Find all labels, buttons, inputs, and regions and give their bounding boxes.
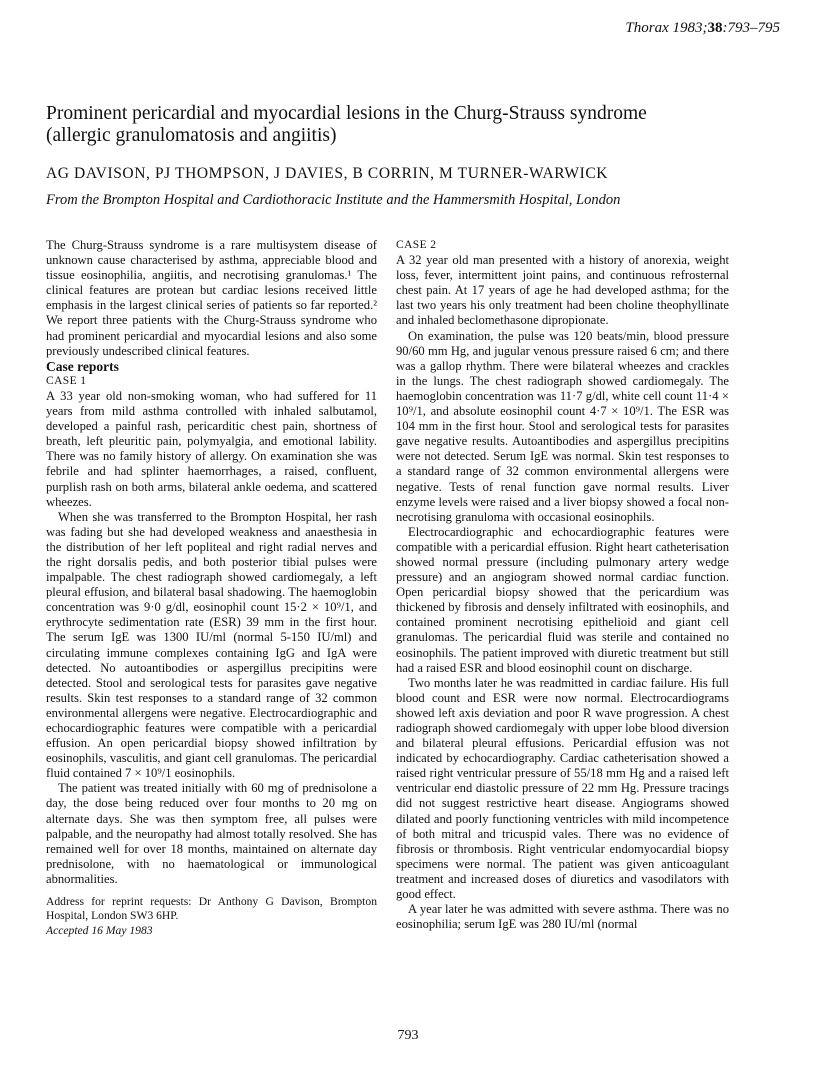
- case2-paragraph-3: Electrocardiographic and echocardiographic features were compatible with a pericardial effusion. Right heart catheterisation showed normal pressure (including pulmonary artery wedge pressure) and an angiogram showed normal cardiac function. Open pericardial biopsy showed that the pericardium was thickened by fibrosis and densely infiltrated with eosinophils, and contained prominent necrotising epithelioid and giant cell granulomas. The pericardial fluid was sterile and contained no eosinophils. The patient improved with diuretic treatment but still had a raised ESR and blood eosinophil count on discharge.: [396, 524, 729, 675]
- reprint-address: Address for reprint requests: Dr Anthony G Davison, Brompton Hospital, London SW3 6HP.: [46, 895, 377, 922]
- affiliation: From the Brompton Hospital and Cardiothoracic Institute and the Hammersmith Hospital, London: [46, 192, 621, 208]
- intro-paragraph: The Churg-Strauss syndrome is a rare multisystem disease of unknown cause characterised by asthma, appreciable blood and tissue eosinophilia, angiitis, and necrotising granulomas.¹ The clinical features are protean but cardiac lesions received little emphasis in the largest clinical series of patients so far reported.² We report three patients with the Churg-Strauss syndrome who had prominent pericardial and myocardial lesions and also some previously undescribed clinical features.: [46, 238, 377, 358]
- journal-pages: :793–795: [722, 20, 780, 36]
- title-line-1: Prominent pericardial and myocardial lesions in the Churg-Strauss syndrome: [46, 103, 647, 124]
- title-line-2: (allergic granulomatosis and angiitis): [46, 125, 337, 146]
- case1-heading: CASE 1: [46, 374, 87, 387]
- section-heading: Case reports: [46, 358, 119, 374]
- journal-name: Thorax: [625, 20, 669, 36]
- case1-paragraph-2: When she was transferred to the Brompton Hospital, her rash was fading but she had developed weakness and anaesthesia in the distribution of her left popliteal and right radial nerves and the right dorsalis pedis, and both posterior tibial pulses were impalpable. The chest radiograph showed cardiomegaly, a left pleural effusion, and bilateral basal shadowing. The haemoglobin concentration was 9·0 g/dl, eosinophil count 15·2 × 10⁹/1, and erythrocyte sedimentation rate (ESR) 39 mm in the first hour. The serum IgE was 1300 IU/ml (normal 5-150 IU/ml) and circulating immune complexes containing IgG and IgA were detected. No autoantibodies or aspergillus precipitins were detected. Stool and serological tests for parasites gave negative results. Skin test responses to a standard range of 32 common environmental allergens were negative. Electrocardiographic and echocardiographic features were compatible with a pericardial effusion. An open pericardial biopsy showed infiltration by eosinophils, vasculitis, and giant cell granulomas. The pericardial fluid contained 7 × 10⁹/1 eosinophils.: [46, 509, 377, 781]
- journal-citation: [625, 20, 780, 37]
- case2-paragraph-2: On examination, the pulse was 120 beats/min, blood pressure 90/60 mm Hg, and jugular venous pressure raised 6 cm; and there was a gallop rhythm. There were bilateral wheezes and crackles in the lungs. The chest radiograph showed cardiomegaly. The haemoglobin concentration was 11·7 g/dl, white cell count 11·4 × 10⁹/1, and absolute eosinophil count 4·7 × 10⁹/1. The ESR was 104 mm in the first hour. Stool and serological tests for parasites gave negative results. Autoantibodies and aspergillus precipitins were not detected. Serum IgE was normal. Skin test responses to a standard range of 32 common environmental allergens were negative. Tests of renal function gave normal results. Liver enzyme levels were raised and a liver biopsy showed a focal non-necrotising granuloma with occasional eosinophils.: [396, 328, 729, 524]
- journal-year: 1983;: [672, 20, 708, 36]
- author-list: AG DAVISON, PJ THOMPSON, J DAVIES, B CORRIN, M TURNER-WARWICK: [46, 165, 609, 182]
- case1-paragraph-1: A 33 year old non-smoking woman, who had suffered for 11 years from mild asthma controlled with inhaled salbutamol, developed a painful rash, pericarditic chest pain, shortness of breath, left pleuritic pain, polymyalgia, and emotional lability. There was no family history of allergy. On examination she was febrile and had splinter haemorrhages, a raised, confluent, purplish rash on both arms, bilateral ankle oedema, and scattered wheezes.: [46, 388, 377, 509]
- journal-volume: 38: [707, 20, 723, 36]
- accepted-date: Accepted 16 May 1983: [46, 924, 153, 938]
- case2-paragraph-5: A year later he was admitted with severe asthma. There was no eosinophilia; serum IgE was 280 IU/ml (normal: [396, 902, 729, 932]
- right-column: [396, 238, 729, 932]
- case2-heading: CASE 2: [396, 239, 437, 251]
- case2-paragraph-1: A 32 year old man presented with a history of anorexia, weight loss, fever, intermittent joint pains, and continuous refrosternal chest pain. At 17 years of age he had developed asthma; for the last two years his only treatment had been choline theophyllinate and inhaled beclomethasone dipropionate.: [396, 253, 729, 328]
- left-column: [46, 238, 377, 938]
- page-number: 793: [397, 1028, 419, 1043]
- case1-paragraph-3: The patient was treated initially with 60 mg of prednisolone a day, the dose being reduced over four months to 20 mg on alternate days. She was then symptom free, all pulses were palpable, and the neuropathy had almost totally resolved. She has remained well for over 18 months, maintained on alternate day prednisolone, with no haematological or immunological abnormalities.: [46, 781, 377, 886]
- article-title: [46, 103, 786, 147]
- case2-paragraph-4: Two months later he was readmitted in cardiac failure. His full blood count and ESR were now normal. Electrocardiograms showed left axis deviation and poor R wave progression. A chest radiograph showed cardiomegaly with upper lobe blood diversion and bilateral pleural effusions. Pericardial effusion was not indicated by echocardiography. Cardiac catheterisation showed a raised right ventricular pressure of 55/18 mm Hg and a raised left ventricular end diastolic pressure of 22 mm Hg. Pressure tracings did not suggest restrictive heart disease. Angiograms showed dilated and poorly functioning ventricles with mild incompetence of both mitral and tricuspid vales. There was no evidence of fibrosis or thrombosis. Right ventricular endomyocardial biopsy specimens were normal. The patient was given anticoagulant treatment and increased doses of diuretics and vasodilators with good effect.: [396, 675, 729, 902]
